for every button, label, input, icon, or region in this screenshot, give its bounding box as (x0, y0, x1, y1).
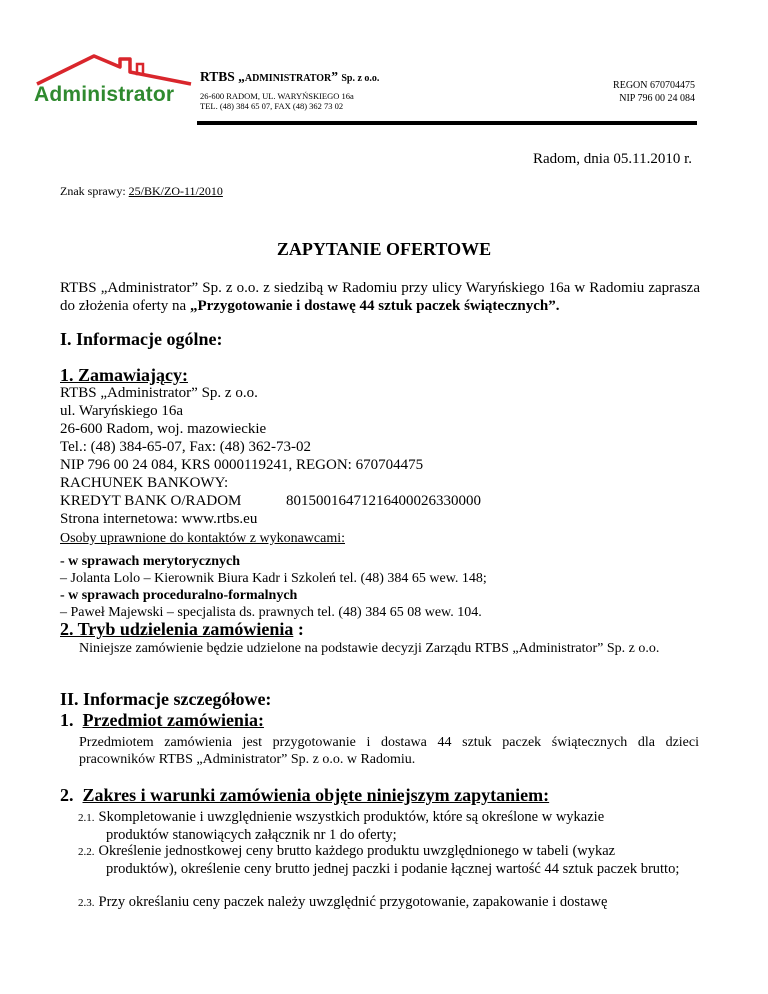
section-1-heading: I. Informacje ogólne: (60, 329, 223, 349)
company-logo (34, 50, 194, 120)
case-reference: Znak sprawy: 25/BK/ZO-11/2010 (60, 184, 223, 198)
logo-wordmark: Administrator (34, 83, 175, 106)
ordering-party-heading: 1. Zamawiający: (60, 365, 188, 385)
company-address: 26-600 RADOM, UL. WARYŃSKIEGO 16a TEL. (48) 384 65 07, FAX (48) 362 73 02 (200, 91, 354, 111)
company-registration: REGON 670704475 NIP 796 00 24 084 (613, 80, 695, 104)
procedure-heading: 2. Tryb udzielenia zamówienia : (60, 619, 304, 639)
company-name: RTBS „ADMINISTRATOR” Sp. z o.o. (200, 69, 380, 84)
scope-heading: 2. Zakres i warunki zamówienia objęte niniejszym zapytaniem: (60, 785, 550, 805)
bank-account: 80150016471216400026330000 (286, 493, 481, 509)
ordering-party-details: RTBS „Administrator” Sp. z o.o. ul. Waryńskiego 16a 26-600 Radom, woj. mazowieckie Tel.: (48) 384-65-07, Fax: (48) 362-73-02 NIP 796 00 24 084, KRS 0000119241, REGON: 670704475 RACHUNEK BANKOWY: KREDYT BANK O/RADOM 80150016471216400026330000 Strona internetowa: www.rtbs.eu (60, 385, 481, 527)
page-title: ZAPYTANIE OFERTOWE (276, 239, 492, 259)
procedure-text: Niniejsze zamówienie będzie udzielone na podstawie decyzji Zarządu RTBS „Administrator” Sp. z o.o. (79, 641, 660, 656)
contacts-list: - w sprawach merytorycznych – Jolanta Lolo – Kierownik Biura Kadr i Szkoleń tel. (48) 384 65 wew. 148; - w sprawach proceduralno-formalnych – Paweł Majewski – specjalista ds. prawnych tel. (48) 384 65 08 wew. 104. (60, 554, 487, 620)
document-date: Radom, dnia 05.11.2010 r. (532, 151, 692, 167)
header-divider (197, 121, 697, 125)
scope-item: 2.2. Określenie jednostkowej ceny brutto każdego produktu uwzględnionego w tabeli (wykaz produktów), określenie ceny brutto jednej paczki i podanie łącznej wartość 44 sztuk paczek brutto; (78, 843, 680, 877)
section-2-heading: II. Informacje szczegółowe: (60, 689, 272, 709)
intro-paragraph: RTBS „Administrator” Sp. z o.o. z siedzibą w Radomiu przy ulicy Waryńskiego 16a w Radomiu zaprasza do złożenia oferty na „Przygotowanie i dostawę 44 sztuk paczek świątecznych”. (60, 280, 700, 314)
contacts-heading: Osoby uprawnione do kontaktów z wykonawcami: (60, 531, 345, 546)
subject-text: Przedmiotem zamówienia jest przygotowanie i dostawa 44 sztuk paczek świątecznych dla dzieci pracowników RTBS „Administrator” Sp. z o.o. w Radomiu. (79, 735, 699, 767)
scope-item: 2.1. Skompletowanie i uwzględnienie wszystkich produktów, które są określone w wykazie produktów stanowiących załącznik nr 1 do oferty; (78, 809, 605, 843)
scope-item: 2.3. Przy określaniu ceny paczek należy uwzględnić przygotowanie, zapakowanie i dostawę (78, 894, 608, 910)
website: Strona internetowa: www.rtbs.eu (60, 511, 258, 527)
subject-heading: 1. Przedmiot zamówienia: (60, 710, 264, 730)
bank-name: KREDYT BANK O/RADOM (60, 493, 242, 509)
